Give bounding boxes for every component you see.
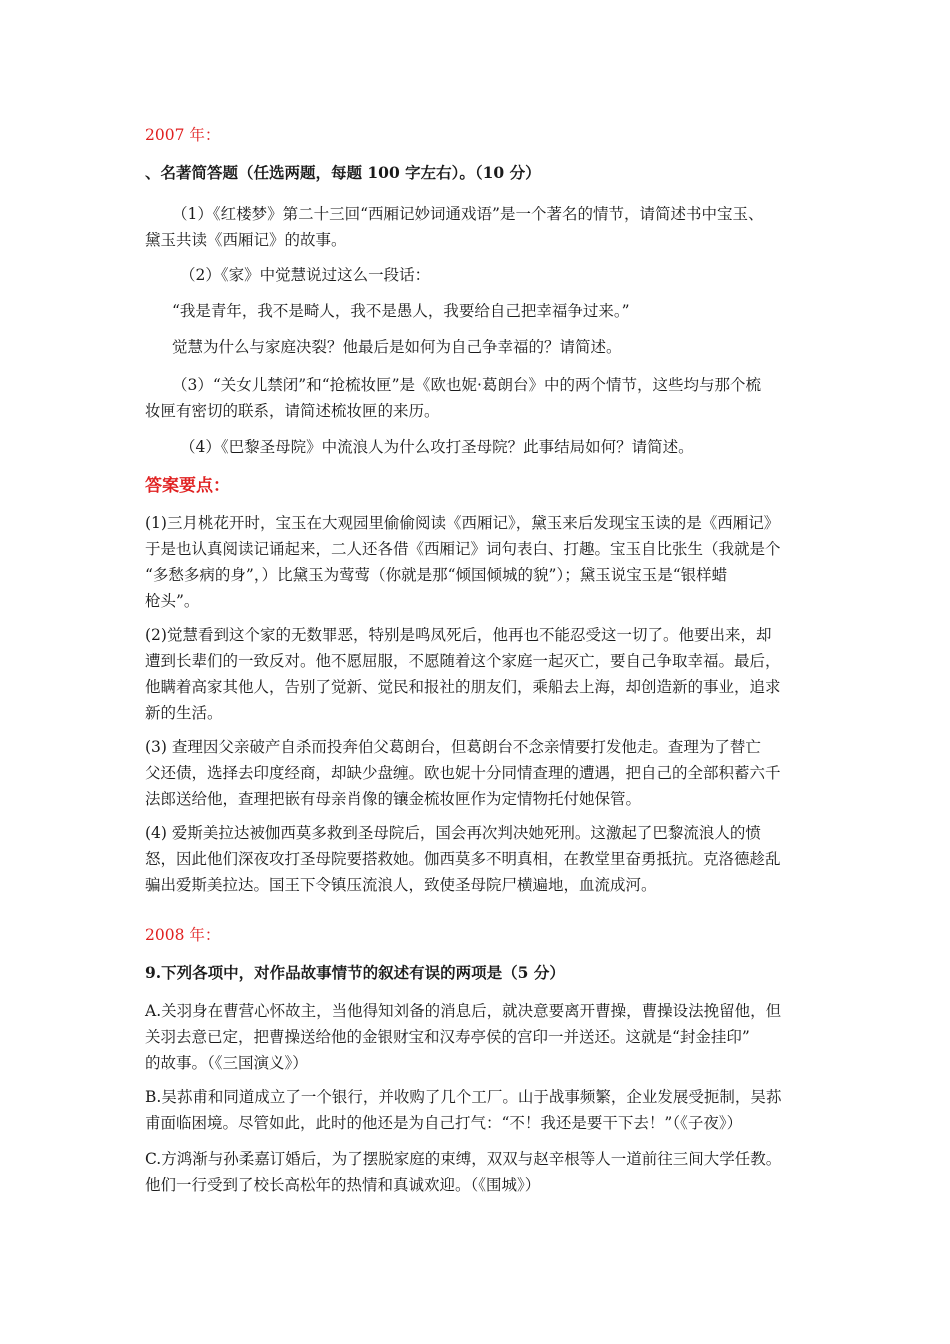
question-9-heading: 9.下列各项中，对作品故事情节的叙述有误的两项是（5 分）	[145, 963, 565, 982]
option-a-line-3: 的故事。（《三国演义》）	[145, 1054, 308, 1072]
question-2-line-3: 觉慧为什么与家庭决裂？他最后是如何为自己争幸福的？请简述。	[172, 338, 622, 356]
answer-2-line-4: 新的生活。	[145, 704, 223, 722]
answer-2-line-1: (2)觉慧看到这个家的无数罪恶，特别是鸣凤死后，他再也不能忍受这一切了。他要出来，却	[145, 626, 772, 644]
answer-2-line-2: 遭到长辈们的一致反对。他不愿屈服，不愿随着这个家庭一起灭亡，要自己争取幸福。最后，	[145, 652, 781, 670]
answer-4-line-3: 骗出爱斯美拉达。国王下令镇压流浪人，致使圣母院尸横遍地，血流成河。	[145, 876, 657, 894]
question-1-line-2: 黛玉共读《西厢记》的故事。	[145, 231, 347, 249]
year-2007-heading: 2007 年：	[145, 126, 221, 144]
answer-3-line-3: 法郎送给他，查理把嵌有母亲肖像的镶金梳妆匣作为定情物托付她保管。	[145, 790, 642, 808]
answer-3-line-2: 父还债，选择去印度经商，却缺少盘缠。欧也妮十分同情查理的遭遇，把自己的全部积蓄六千	[145, 764, 781, 782]
question-2-line-1: （2）《家》中觉慧说过这么一段话：	[180, 266, 431, 284]
answer-2-line-3: 他瞒着高家其他人，告别了觉新、觉民和报社的朋友们，乘船去上海，却创造新的事业，追求	[145, 678, 781, 696]
option-c-line-1: C.方鸿渐与孙柔嘉订婚后，为了摆脱家庭的束缚，双双与赵辛根等人一道前往三间大学任教。	[145, 1150, 782, 1168]
answer-1-line-4: 枪头”。	[145, 592, 200, 610]
option-a-line-1: A.关羽身在曹营心怀故主，当他得知刘备的消息后，就决意要离开曹操，曹操设法挽留他，但	[145, 1002, 782, 1020]
question-2-quote: “我是青年，我不是畸人，我不是愚人，我要给自己把幸福争过来。”	[172, 302, 630, 320]
answer-1-line-1: (1)三月桃花开时，宝玉在大观园里偷偷阅读《西厢记》，黛玉来后发现宝玉读的是《西厢记》	[145, 514, 780, 532]
question-section-heading: 、名著简答题（任选两题，每题 100 字左右）。（10 分）	[145, 163, 541, 182]
question-4-line-1: （4）《巴黎圣母院》中流浪人为什么攻打圣母院？此事结局如何？请简述。	[180, 438, 694, 456]
answer-3-line-1: (3) 查理因父亲破产自杀而投奔伯父葛朗台，但葛朗台不念亲情要打发他走。查理为了替亡	[145, 738, 761, 756]
option-c-line-2: 他们一行受到了校长高松年的热情和真诚欢迎。（《围城》）	[145, 1176, 541, 1194]
question-3-line-2: 妆匣有密切的联系，请简述梳妆匣的来历。	[145, 402, 440, 420]
answer-heading: 答案要点：	[145, 476, 230, 496]
answer-1-line-2: 于是也认真阅读记诵起来，二人还各借《西厢记》词句表白、打趣。宝玉自比张生（我就是个	[145, 540, 781, 558]
option-b-line-1: B.吴荪甫和同道成立了一个银行，并收购了几个工厂。山于战事频繁，企业发展受扼制，吴荪	[145, 1088, 782, 1106]
answer-4-line-2: 怒，因此他们深夜攻打圣母院要搭救她。伽西莫多不明真相，在教堂里奋勇抵抗。克洛德趁乱	[145, 850, 781, 868]
year-2008-heading: 2008 年：	[145, 926, 221, 944]
question-3-line-1: （3）“关女儿禁闭”和“抢梳妆匣”是《欧也妮·葛朗台》中的两个情节，这些均与那个梳	[172, 376, 761, 394]
question-1-line-1: （1）《红楼梦》第二十三回“西厢记妙词通戏语”是一个著名的情节，请简述书中宝玉、	[172, 205, 764, 223]
option-b-line-2: 甫面临困境。尽管如此，此时的他还是为自己打气：“不！我还是要干下去！”（《子夜》）	[145, 1114, 743, 1132]
option-a-line-2: 关羽去意已定，把曹操送给他的金银财宝和汉寿亭侯的宫印一并送还。这就是“封金挂印”	[145, 1028, 750, 1046]
answer-4-line-1: (4) 爱斯美拉达被伽西莫多救到圣母院后，国会再次判决她死刑。这激起了巴黎流浪人的愤	[145, 824, 761, 842]
answer-1-line-3: “多愁多病的身”，）比黛玉为莺莺（你就是那“倾国倾城的貌”）；黛玉说宝玉是“银样蜡	[145, 566, 728, 584]
